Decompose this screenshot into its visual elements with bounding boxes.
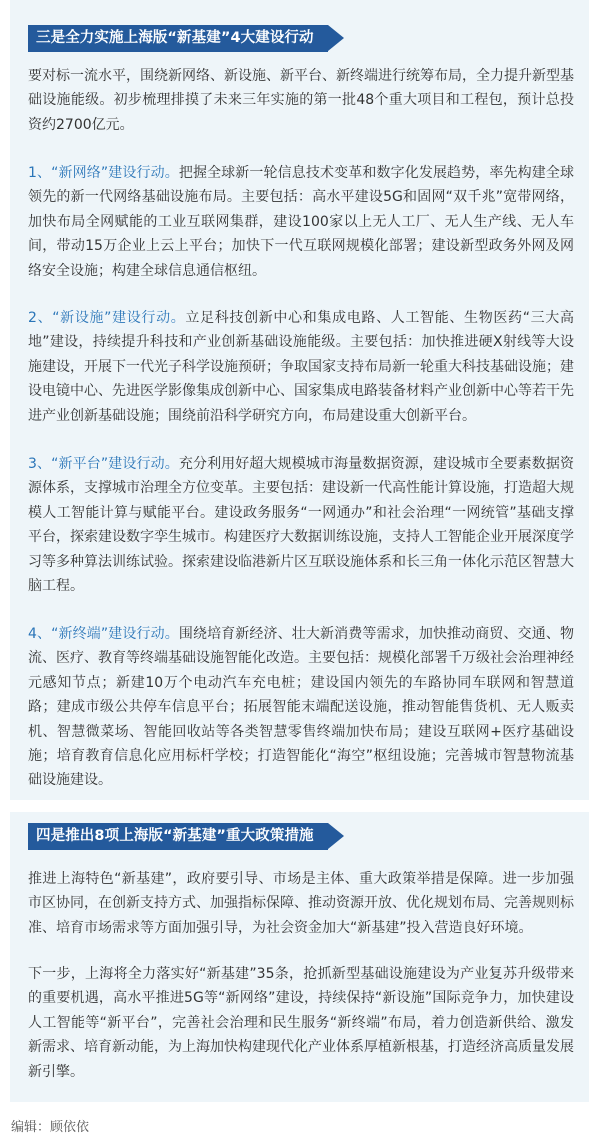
action-text-new-terminal: 围绕培育新经济、壮大新消费等需求，加快推动商贸、交通、物流、医疗、教育等终端基础设施智能化改造。主要包括：规模化部署千万级社会治理神经元感知节点；新建10万个电动汽车充电桩；建设国内领先的车路协同车联网和智慧道路；建成市级公共停车信息平台；拓展智能末端配送设施，推动智能售货机、无人贩卖机、智慧微菜场、智能回收站等各类智慧零售终端加快布局；建设互联网+医疗基础设施；培育教育信息化应用标杆学校；打造智能化“海空”枢纽设施；完善城市智慧物流基础设施建设。: [28, 626, 574, 789]
section-intro-paragraph: 要对标一流水平，围绕新网络、新设施、新平台、新终端进行统筹布局，全力提升新型基础设施能级。初步梳理排摸了未来三年实施的第一批48个重大项目和工程包，预计总投资约2700亿元。: [28, 68, 574, 133]
action-lead-new-facilities: 2、“新设施”建设行动。: [28, 310, 186, 326]
action-item-new-platform: [28, 452, 574, 598]
policy-paragraph-2: 下一步，上海将全力落实好“新基建”35条，抢抓新型基础设施建设为产业复苏升级带来的重要机遇，高水平推进5G等“新网络”建设，持续保持“新设施”国际竞争力，加快建设人工智能等“新平台”，完善社会治理和民生服务“新终端”布局，着力创造新供给、激发新需求、培育新动能，为上海加快构建现代化产业体系厚植新根基，打造经济高质量发展新引擎。: [28, 966, 574, 1080]
action-lead-new-network: 1、“新网络”建设行动。: [28, 165, 179, 181]
action-text-new-facilities: 立足科技创新中心和集成电路、人工智能、生物医药“三大高地”建设，持续提升科技和产业创新基础设施能级。主要包括：加快推进硬X射线等大设施建设，开展下一代光子科学设施预研；争取国家支持布局新一轮重大科技基础设施；建设电镜中心、先进医学影像集成创新中心、国家集成电路装备材料产业创新中心等若干先进产业创新基础设施；围绕前沿科学研究方向，布局建设重大创新平台。: [28, 310, 574, 424]
editor-credit: 编辑：顾依依: [11, 1120, 90, 1135]
section-title-policy-measures: 四是推出8项上海版“新基建”重大政策措施: [28, 823, 328, 850]
action-text-new-platform: 充分利用好超大规模城市海量数据资源，建设城市全要素数据资源体系，支撑城市治理全方位变革。主要包括：建设新一代高性能计算设施，打造超大规模人工智能计算与赋能平台。建设政务服务“一网通办”和社会治理“一网统管”基础支撑平台，探索建设数字孪生城市。构建医疗大数据训练设施，支持人工智能企业开展深度学习等多种算法训练试验。探索建设临港新片区互联设施体系和长三角一体化示范区智慧大脑工程。: [28, 456, 574, 595]
action-item-new-facilities: [28, 306, 574, 428]
section-card-policy-measures: [10, 812, 589, 1102]
action-lead-new-platform: 3、“新平台”建设行动。: [28, 456, 179, 472]
section-title-construction-actions: 三是全力实施上海版“新基建”4大建设行动: [28, 25, 328, 52]
action-lead-new-terminal: 4、“新终端”建设行动。: [28, 626, 179, 642]
policy-paragraph-1: 推进上海特色“新基建”，政府要引导、市场是主体、重大政策举措是保障。进一步加强市区协同，在创新支持方式、加强指标保障、推动资源开放、优化规划布局、完善规则标准、培育市场需求等方面加强引导，为社会资金加大“新基建”投入营造良好环境。: [28, 871, 574, 936]
section-card-construction-actions: [10, 0, 589, 800]
action-item-new-terminal: [28, 622, 574, 793]
action-text-new-network: 把握全球新一轮信息技术变革和数字化发展趋势，率先构建全球领先的新一代网络基础设施布局。主要包括：高水平建设5G和固网“双千兆”宽带网络，加快布局全网赋能的工业互联网集群，建设100家以上无人工厂、无人生产线、无人车间，带动15万企业上云上平台；加快下一代互联网规模化部署；建设新型政务外网及网络安全设施；构建全球信息通信枢纽。: [28, 165, 574, 279]
action-item-new-network: [28, 161, 574, 283]
